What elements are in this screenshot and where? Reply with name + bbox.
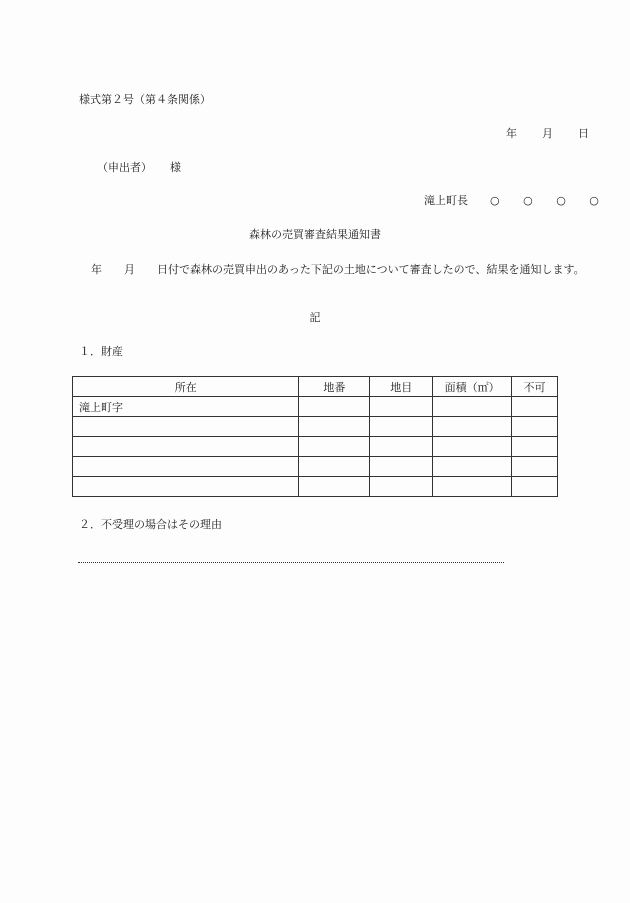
date-day-label: 日 [578, 127, 589, 140]
cell-rejected [512, 417, 558, 437]
document-title: 森林の売買審査結果通知書 [249, 228, 381, 241]
cell-location [73, 457, 299, 477]
table-row [73, 417, 558, 437]
header-area: 面積（㎡） [433, 377, 512, 397]
section2-heading: ２．不受理の場合はその理由 [79, 518, 222, 531]
table-row [73, 477, 558, 497]
header-lot-number: 地番 [299, 377, 370, 397]
date-line [506, 127, 589, 141]
cell-location [73, 417, 299, 437]
issuer-title: 滝上町長 [424, 194, 468, 207]
cell-area [433, 477, 512, 497]
cell-lot-number [299, 417, 370, 437]
table-header-row [73, 377, 558, 397]
issuer-name: ○ ○ ○ ○ [490, 194, 609, 207]
date-year-label: 年 [506, 127, 517, 140]
cell-lot-number [299, 477, 370, 497]
cell-rejected [512, 437, 558, 457]
form-number: 様式第２号（第４条関係） [79, 93, 211, 106]
cell-land-category [370, 417, 433, 437]
table-row [73, 437, 558, 457]
cell-location [73, 477, 299, 497]
section1-heading: １．財産 [79, 345, 123, 358]
ki-mark: 記 [309, 311, 321, 324]
cell-lot-number [299, 457, 370, 477]
cell-area [433, 417, 512, 437]
body-text [79, 262, 591, 278]
cell-lot-number [299, 397, 370, 417]
table-row [73, 397, 558, 417]
body-lead: 年 月 日付で森林の売買申出のあった下記の土地について審査したので、結果を通知します。 [91, 263, 585, 276]
cell-rejected [512, 397, 558, 417]
date-month-label: 月 [542, 127, 553, 140]
cell-land-category [370, 397, 433, 417]
cell-land-category [370, 437, 433, 457]
cell-area [433, 457, 512, 477]
addressee [97, 161, 181, 175]
addressee-honorific: 様 [170, 161, 181, 174]
addressee-name: （申出者） [97, 161, 152, 174]
reason-dotted-line [78, 562, 504, 563]
header-rejected: 不可 [512, 377, 558, 397]
header-location: 所在 [73, 377, 299, 397]
cell-rejected [512, 477, 558, 497]
cell-area [433, 397, 512, 417]
header-land-category: 地目 [370, 377, 433, 397]
cell-rejected [512, 457, 558, 477]
cell-land-category [370, 477, 433, 497]
cell-lot-number [299, 437, 370, 457]
table-row [73, 457, 558, 477]
cell-area [433, 437, 512, 457]
cell-land-category [370, 457, 433, 477]
issuer [424, 194, 609, 208]
property-table [72, 376, 558, 497]
cell-location [73, 437, 299, 457]
cell-location: 滝上町字 [73, 397, 299, 417]
